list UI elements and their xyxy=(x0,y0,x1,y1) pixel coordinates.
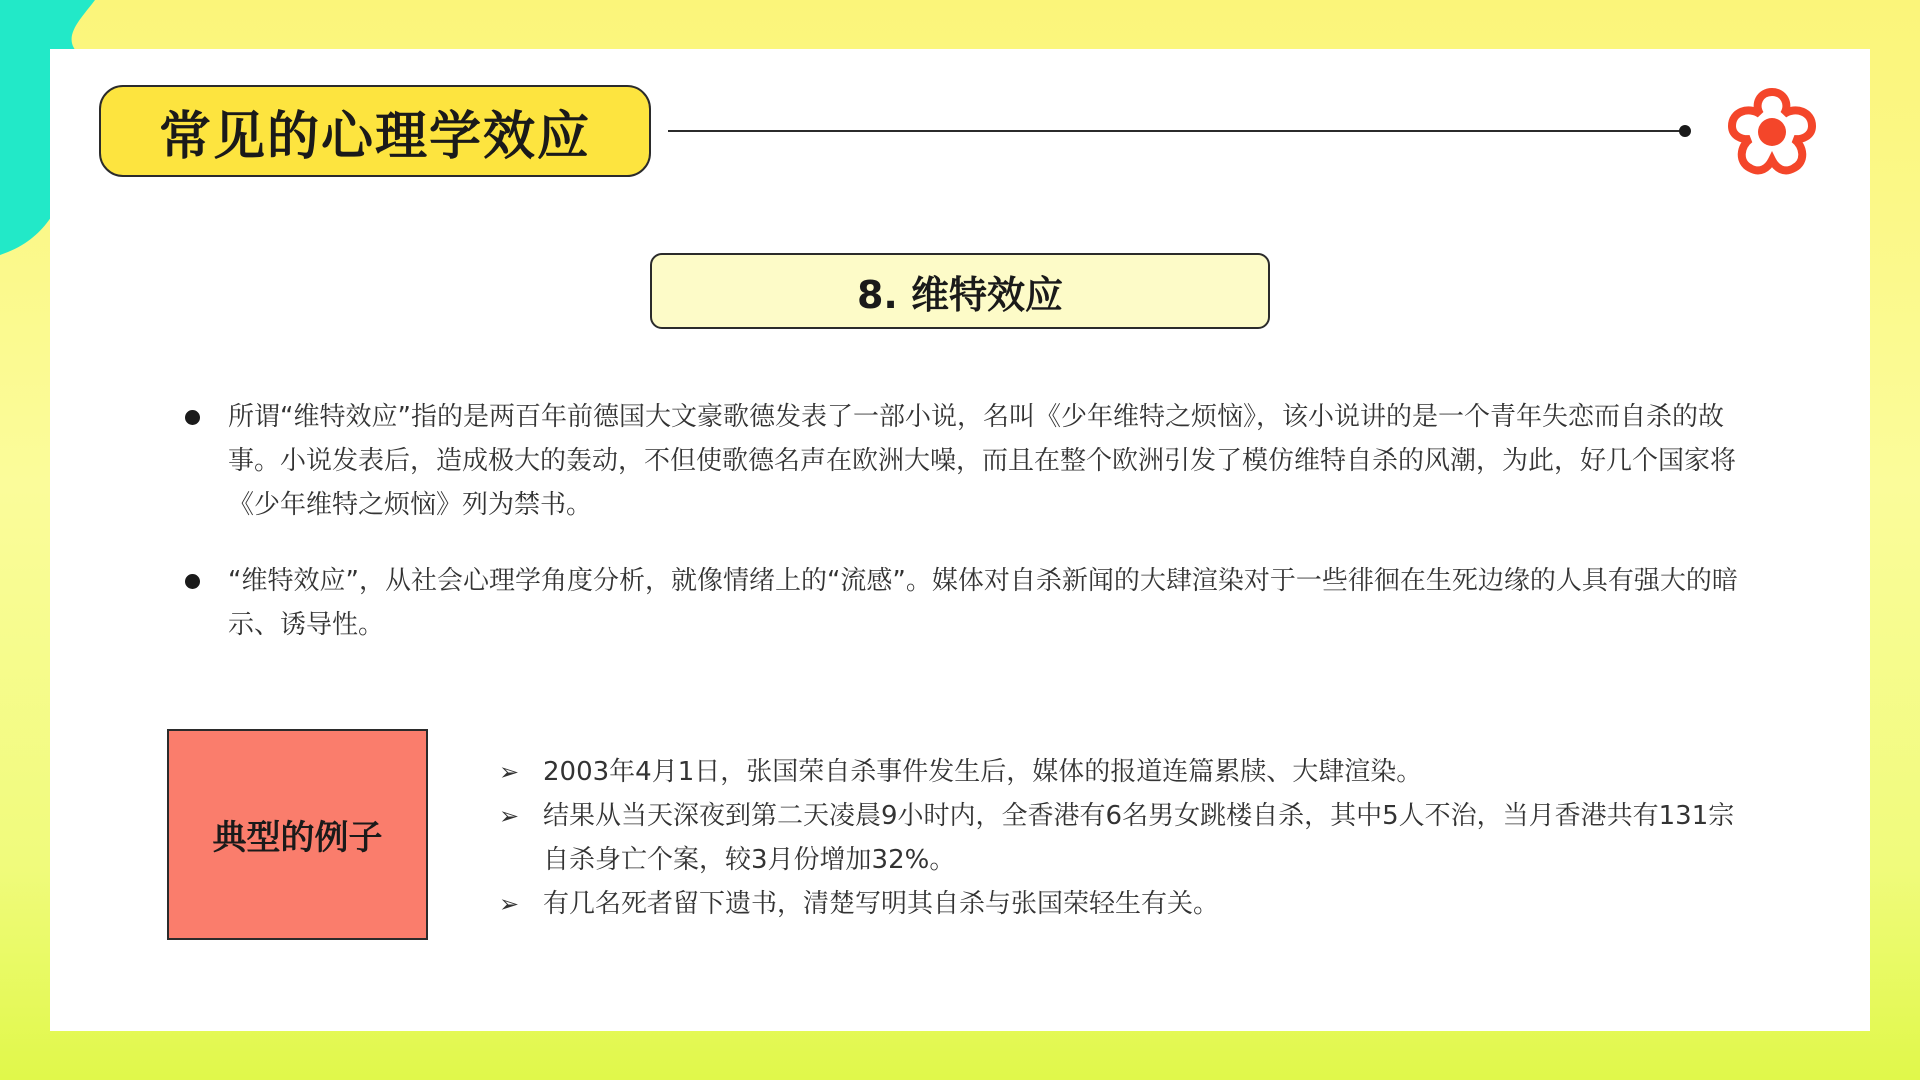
bullet-item xyxy=(180,395,1740,527)
flower-icon xyxy=(1722,84,1822,180)
example-label: 典型的例子 xyxy=(212,818,383,858)
example-list xyxy=(495,750,1755,926)
example-label-box xyxy=(167,729,428,940)
arrow-bullet-icon: ➢ xyxy=(499,802,520,830)
arrow-bullet-icon: ➢ xyxy=(499,758,520,786)
bullet-dot-icon xyxy=(185,574,200,589)
section-heading: 8. 维特效应 xyxy=(856,272,1064,317)
example-item xyxy=(495,794,1755,882)
page-title: 常见的心理学效应 xyxy=(158,106,591,167)
section-heading-box xyxy=(650,253,1270,329)
example-item xyxy=(495,750,1755,794)
bullet-list xyxy=(180,395,1740,679)
arrow-bullet-icon: ➢ xyxy=(499,890,520,918)
bullet-dot-icon xyxy=(185,410,200,425)
example-text: 结果从当天深夜到第二天凌晨9小时内，全香港有6名男女跳楼自杀，其中5人不治，当月香港共有131宗自杀身亡个案，较3月份增加32%。 xyxy=(543,801,1735,875)
example-item xyxy=(495,882,1755,926)
example-text: 2003年4月1日，张国荣自杀事件发生后，媒体的报道连篇累牍、大肆渲染。 xyxy=(543,757,1423,787)
title-banner xyxy=(99,85,651,177)
title-divider-line xyxy=(668,130,1686,132)
bullet-text: “维特效应”，从社会心理学角度分析，就像情绪上的“流感”。媒体对自杀新闻的大肆渲染对于一些徘徊在生死边缘的人具有强大的暗示、诱导性。 xyxy=(228,566,1738,640)
bullet-item xyxy=(180,559,1740,647)
bullet-text: 所谓“维特效应”指的是两百年前德国大文豪歌德发表了一部小说，名叫《少年维特之烦恼》，该小说讲的是一个青年失恋而自杀的故事。小说发表后，造成极大的轰动，不但使歌德名声在欧洲大噪，而且在整个欧洲引发了模仿维特自杀的风潮，为此，好几个国家将《少年维特之烦恼》列为禁书。 xyxy=(228,402,1737,520)
example-text: 有几名死者留下遗书，清楚写明其自杀与张国荣轻生有关。 xyxy=(543,889,1220,919)
divider-end-dot xyxy=(1679,125,1691,137)
